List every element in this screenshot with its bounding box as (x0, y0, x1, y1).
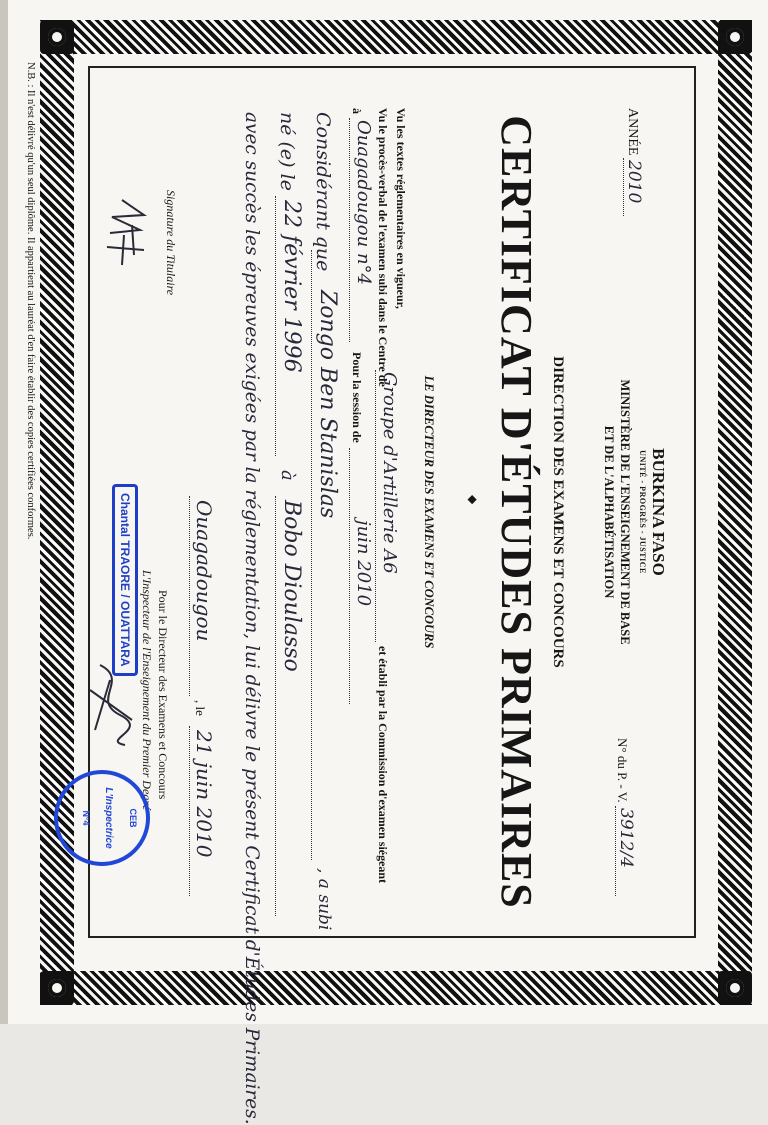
session-value: juin 2010 (353, 520, 374, 607)
birth-date: 22 février 1996 (279, 200, 304, 373)
subi-label: , a subi (314, 868, 334, 931)
birth-a-label: à (277, 470, 298, 481)
director-line: LE DIRECTEUR DES EXAMENS ET CONCOURS (422, 375, 436, 649)
session-label: Pour la session de (350, 352, 364, 443)
official-round-stamp (54, 770, 150, 866)
success-text: avec succès les épreuves exigées par la réglementation, lui délivre le présent Certificat d'Études Primaires. (241, 112, 262, 1125)
commission-place: Ouagadougou n°4 (353, 120, 374, 286)
place-underline (349, 118, 350, 342)
side-note: N.B. : Il n'est délivré qu'un seul diplôme. Il appartient au lauréat d'en faire établir des copies certifiées conformes. (25, 62, 36, 540)
centre-underline (375, 370, 376, 642)
country-motto: UNITÉ - PROGRÈS - JUSTICE (638, 450, 647, 574)
a-label: à (350, 108, 364, 114)
issue-date: 21 juin 2010 (192, 730, 216, 858)
for-director-label: Pour le Directeur des Examens et Concours (156, 590, 170, 800)
vu-line-2-end: et établi par la Commission d'examen siégeant (376, 646, 390, 884)
country-name: BURKINA FASO (649, 448, 668, 576)
birth-place: Bobo Dioulasso (279, 500, 304, 672)
stamp-middle-text: L'Inspectrice (103, 787, 114, 849)
pv-value: 3912/4 (616, 808, 636, 868)
le-label: , le (193, 700, 208, 716)
vu-line-1: Vu les textes réglementaires en vigueur, (394, 108, 408, 309)
issue-place: Ouagadougou (192, 500, 216, 642)
year-value: 2010 (624, 160, 644, 204)
centre-value: Groupe d'Artillerie A6 (379, 372, 400, 574)
birth-label: né (e) le (276, 112, 298, 191)
issue-date-underline (189, 726, 190, 896)
birth-place-underline (275, 496, 276, 916)
issue-place-underline (189, 496, 190, 696)
holder-signature-label: Signature du Titulaire (164, 190, 178, 296)
holder-signature (102, 195, 152, 275)
inspector-label: L'Inspecteur de l'Enseignement du Premier Degré (140, 570, 154, 811)
stamp-bottom-text: N°4 (81, 810, 91, 826)
birth-date-underline (275, 196, 276, 456)
certificate-title: CERTIFICAT D'ÉTUDES PRIMAIRES (492, 115, 541, 909)
pv-underline (615, 806, 616, 896)
considerant-label: Considérant que (312, 112, 334, 272)
stamp-top-text: CEB (128, 808, 138, 828)
year-label: ANNÉE (625, 108, 640, 156)
ministry-line-1: MINISTÈRE DE L'ENSEIGNEMENT DE BASE (618, 379, 632, 645)
session-underline (349, 448, 350, 704)
ministry-line-2: ET DE L'ALPHABÉTISATION (602, 425, 616, 599)
title-ornament: ◆ (466, 495, 480, 505)
name-underline (311, 250, 312, 860)
vu-line-2: Vu le procès-verbal de l'examen subi dans le Centre de (376, 108, 390, 387)
name-stamp: Chantal TRAORE / OUATTARA (112, 484, 138, 676)
direction-name: DIRECTION DES EXAMENS ET CONCOURS (550, 356, 566, 668)
candidate-name: Zongo Ben Stanislas (315, 290, 340, 519)
pv-label: N° du P. - V. (615, 738, 630, 803)
year-underline (623, 158, 624, 216)
